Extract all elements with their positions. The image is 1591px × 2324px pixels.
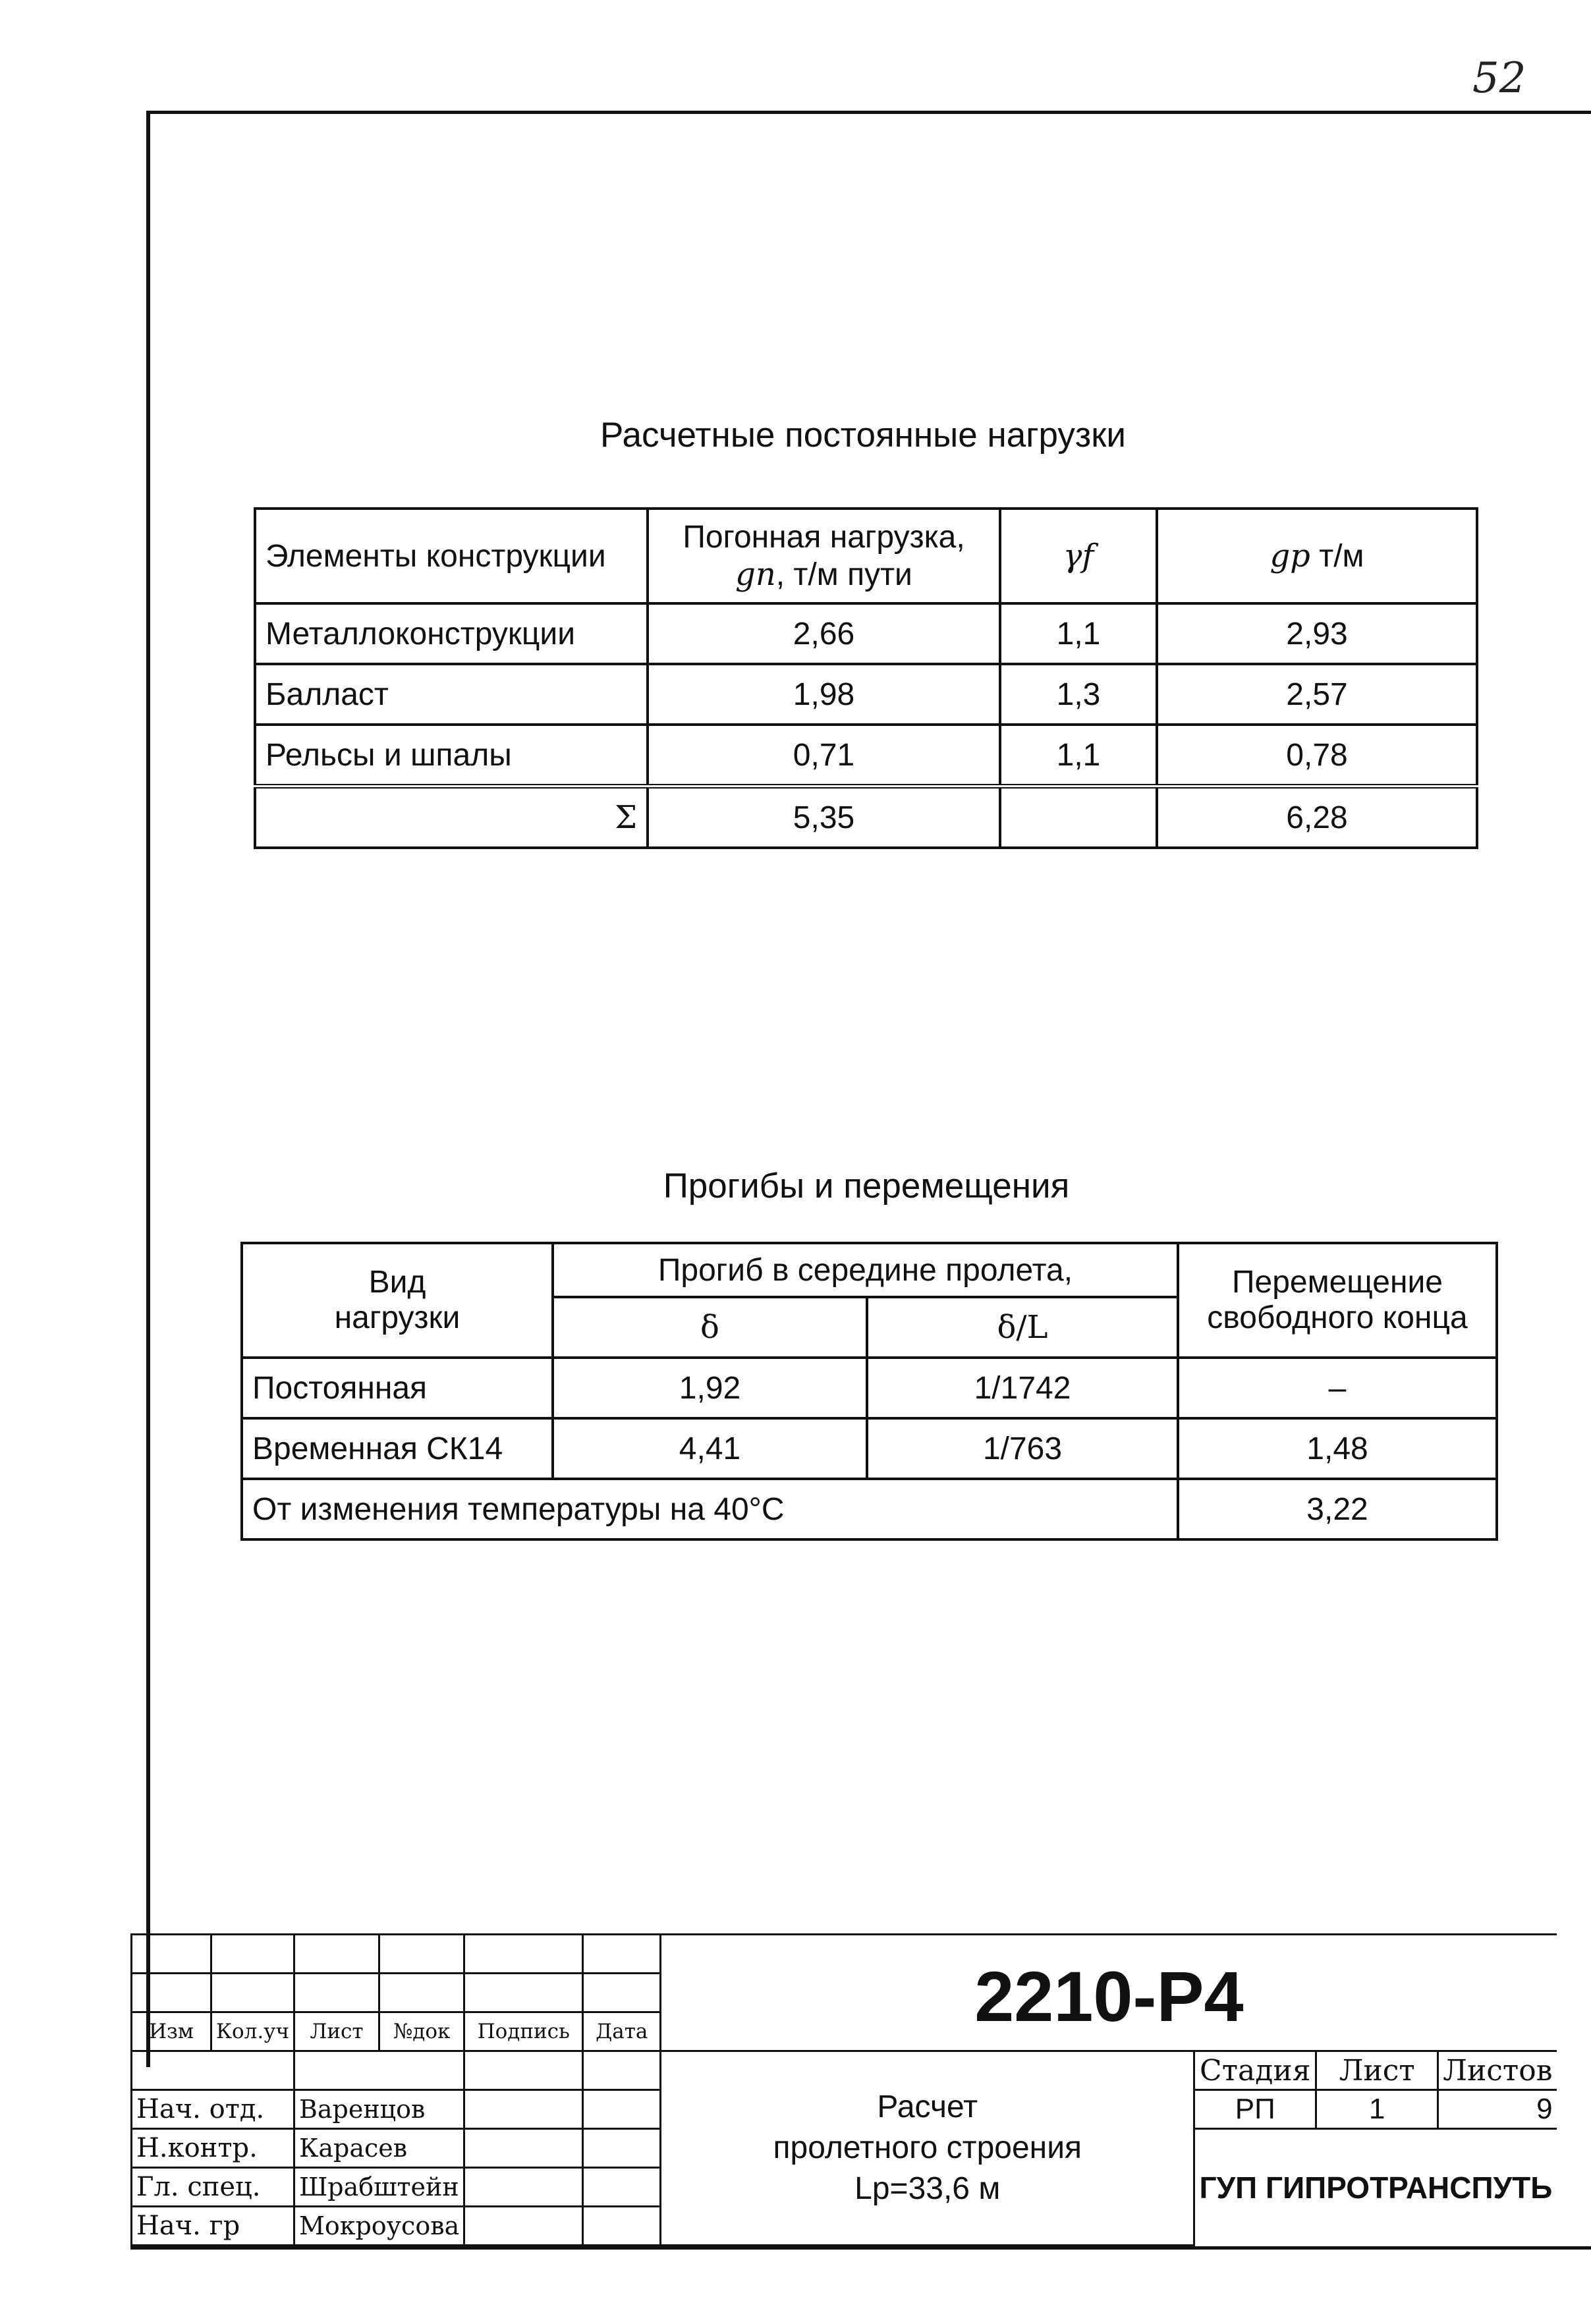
revision-cell [294,1974,379,2012]
person-name: Карасев [294,2129,464,2168]
row-load-type: Временная СК14 [242,1418,553,1479]
header-deflection: Прогиб в середине пролета, [553,1243,1178,1297]
page-number: 52 [1472,54,1526,103]
header-elements: Элементы конструкции [255,509,648,603]
header-displacement-line2: свободного конца [1207,1300,1468,1335]
header-load-type-line1: Вид [368,1265,426,1300]
date-cell [583,2207,661,2246]
row-delta: 1,92 [553,1358,867,1418]
row-gp: 2,93 [1157,603,1477,664]
sum-gn: 5,35 [648,787,1000,848]
stamp-col-header: №док [379,2012,464,2051]
row-gn: 1,98 [648,664,1000,725]
stage-label: Стадия [1194,2051,1316,2090]
row-element: Металлоконструкции [255,603,648,664]
description-line1: Расчет [877,2089,978,2124]
sheets-value: 9 [1438,2090,1557,2129]
frame-top-border [146,111,1591,114]
sheet-value: 1 [1316,2090,1438,2129]
revision-cell [464,1974,583,2012]
stamp-col-header: Лист [294,2012,379,2051]
row-gp: 2,57 [1157,664,1477,725]
temperature-row [242,1479,1497,1539]
signature-cell [464,2207,583,2246]
table-row [255,725,1477,787]
stamp-col-header: Дата [583,2012,661,2051]
stamp-empty-cell [583,2051,661,2090]
row-element: Рельсы и шпалы [255,725,648,787]
frame-left-border [146,111,150,2067]
signature-cell [464,2168,583,2207]
row-displacement: 1,48 [1178,1418,1497,1479]
revision-cell [211,1974,294,2012]
table1-title: Расчетные постоянные нагрузки [600,416,1127,455]
row-gn: 2,66 [648,603,1000,664]
header-gn-symbol: gn [735,555,776,593]
document-code: 2210-Р4 [661,1935,1557,2051]
person-name: Мокроусова [294,2207,464,2246]
row-gn: 0,71 [648,725,1000,787]
signature-cell [464,2090,583,2129]
stamp-empty-cell [132,2051,294,2090]
header-gp-unit: т/м [1310,539,1364,574]
date-cell [583,2129,661,2168]
stamp-col-header: Изм [132,2012,211,2051]
header-gamma-f: γf [1000,509,1157,603]
sheet-label: Лист [1316,2051,1438,2090]
sum-row [255,787,1477,848]
row-displacement: – [1178,1358,1497,1418]
row-gp: 0,78 [1157,725,1477,787]
date-cell [583,2090,661,2129]
role-label: Н.контр. [132,2129,294,2168]
stamp-col-header: Подпись [464,2012,583,2051]
temperature-label: От изменения температуры на 40°С [242,1479,1178,1539]
header-gp-symbol: gp [1270,538,1310,574]
title-block [130,1933,1557,2246]
row-ratio: 1/1742 [867,1358,1178,1418]
organization-name: ГУП ГИПРОТРАНСПУТЬ [1194,2129,1557,2246]
header-load-type-line2: нагрузки [334,1300,461,1335]
sum-gamma [1000,787,1157,848]
header-load-line1: Погонная нагрузка, [683,519,965,555]
sum-symbol: Σ [255,787,648,848]
revision-cell [379,1974,464,2012]
header-gp [1157,509,1477,603]
person-name: Шрабштейн [294,2168,464,2207]
temperature-displacement: 3,22 [1178,1479,1497,1539]
revision-cell [379,1935,464,1974]
header-linear-load [648,509,1000,603]
person-name: Варенцов [294,2090,464,2129]
table-row [255,603,1477,664]
row-delta: 4,41 [553,1418,867,1479]
sheets-label: Листов [1438,2051,1557,2090]
stamp-empty-cell [464,2051,583,2090]
row-ratio: 1/763 [867,1418,1178,1479]
header-displacement [1178,1243,1497,1358]
row-gamma: 1,1 [1000,725,1157,787]
description-line2: пролетного строения [773,2130,1082,2165]
revision-cell [132,1974,211,2012]
stamp-col-header: Кол.уч [211,2012,294,2051]
revision-cell [132,1935,211,1974]
revision-cell [583,1974,661,2012]
date-cell [583,2168,661,2207]
role-label: Гл. спец. [132,2168,294,2207]
signature-cell [464,2129,583,2168]
description-line3: Lp=33,6 м [854,2171,1001,2206]
deflections-table [240,1242,1498,1541]
table2-title: Прогибы и перемещения [663,1167,1070,1205]
row-load-type: Постоянная [242,1358,553,1418]
document-description [661,2051,1194,2246]
stamp-empty-cell [294,2051,464,2090]
row-element: Балласт [255,664,648,725]
table-row [242,1358,1497,1418]
row-gamma: 1,1 [1000,603,1157,664]
revision-cell [583,1935,661,1974]
deflections-header-row-1 [242,1243,1497,1297]
role-label: Нач. гр [132,2207,294,2246]
loads-header-row [255,509,1477,603]
revision-cell [464,1935,583,1974]
sum-gp: 6,28 [1157,787,1477,848]
loads-table [254,507,1478,849]
row-gamma: 1,3 [1000,664,1157,725]
table-row [242,1418,1497,1479]
role-label: Нач. отд. [132,2090,294,2129]
header-displacement-line1: Перемещение [1232,1265,1443,1300]
revision-cell [294,1935,379,1974]
table-row [255,664,1477,725]
frame-bottom-border [130,2246,1591,2250]
revision-cell [211,1935,294,1974]
header-load-line2: , т/м пути [775,557,912,592]
header-delta: δ [553,1297,867,1358]
header-load-type [242,1243,553,1358]
header-delta-over-l: δ/L [867,1297,1178,1358]
stage-value: РП [1194,2090,1316,2129]
